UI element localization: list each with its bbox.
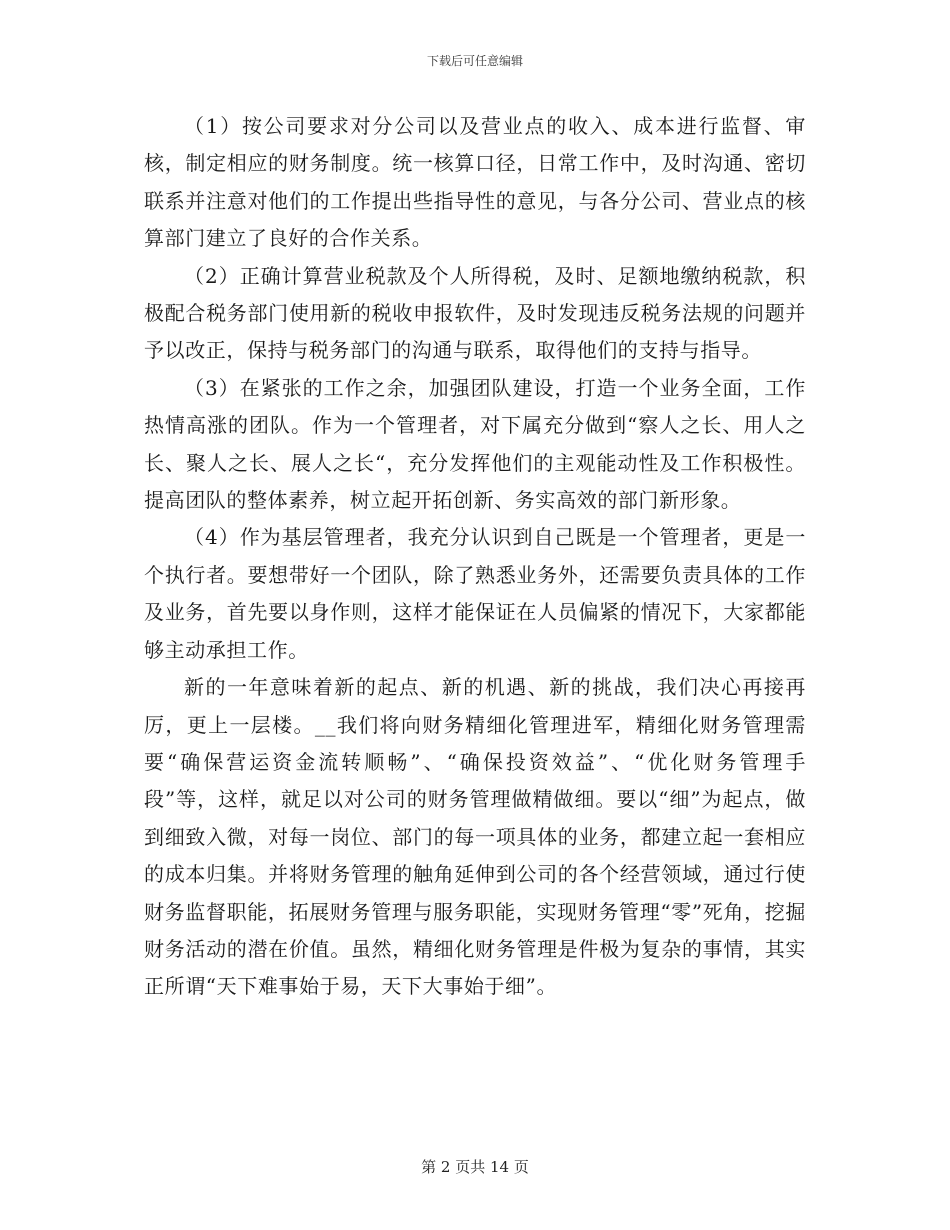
paragraph-4: （4）作为基层管理者，我充分认识到自己既是一个管理者，更是一个执行者。要想带好一个团队，除了熟悉业务外，还需要负责具体的工作及业务，首先要以身作则，这样才能保证在人员偏紧的情况下，大家都能够主动承担工作。	[144, 525, 806, 662]
document-body	[144, 108, 806, 1006]
paragraph-2: （2）正确计算营业税款及个人所得税，及时、足额地缴纳税款，积极配合税务部门使用新的税收申报软件，及时发现违反税务法规的问题并予以改正，保持与税务部门的沟通与联系，取得他们的支持与指导。	[144, 263, 806, 363]
paragraph-5: 新的一年意味着新的起点、新的机遇、新的挑战，我们决心再接再厉，更上一层楼。__我们将向财务精细化管理进军，精细化财务管理需要“确保营运资金流转顺畅”、“确保投资效益”、“优化财务管理手段”等，这样，就足以对公司的财务管理做精做细。要以“细”为起点，做到细致入微，对每一岗位、部门的每一项具体的业务，都建立起一套相应的成本归集。并将财务管理的触角延伸到公司的各个经营领域，通过行使财务监督职能，拓展财务管理与服务职能，实现财务管理“零”死角，挖掘财务活动的潜在价值。虽然，精细化财务管理是件极为复杂的事情，其实正所谓“天下难事始于易，天下大事始于细”。	[144, 675, 806, 999]
page-header: 下载后可任意编辑	[426, 54, 523, 68]
page-footer: 第 2 页共 14 页	[421, 1158, 529, 1176]
paragraph-3: （3）在紧张的工作之余，加强团队建设，打造一个业务全面，工作热情高涨的团队。作为一个管理者，对下属充分做到“察人之长、用人之长、聚人之长、展人之长“，充分发挥他们的主观能动性及工作积极性。提高团队的整体素养，树立起开拓创新、务实高效的部门新形象。	[144, 375, 806, 513]
paragraph-1: （1）按公司要求对分公司以及营业点的收入、成本进行监督、审核，制定相应的财务制度。统一核算口径，日常工作中，及时沟通、密切联系并注意对他们的工作提出些指导性的意见，与各分公司、营业点的核算部门建立了良好的合作关系。	[144, 114, 806, 251]
